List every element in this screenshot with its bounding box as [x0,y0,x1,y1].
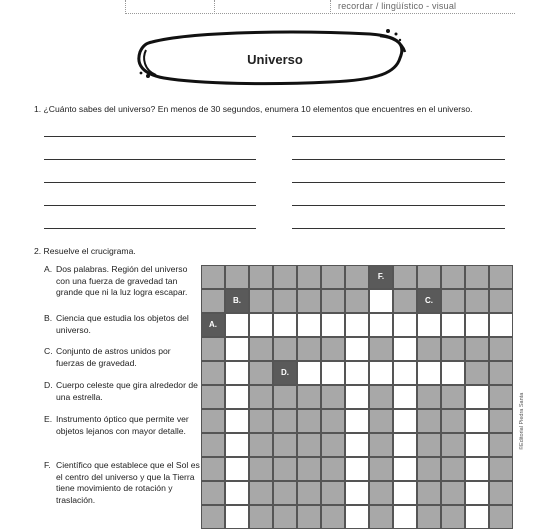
answer-cell[interactable] [393,337,417,361]
grid-label-cell [273,361,297,385]
blocked-cell [201,481,225,505]
clue-item [44,460,200,506]
blocked-cell [441,481,465,505]
answer-cell[interactable] [465,385,489,409]
answer-cell[interactable] [345,361,369,385]
blocked-cell [249,337,273,361]
blocked-cell [249,289,273,313]
blocked-cell [441,385,465,409]
header-dotted-line [125,13,515,14]
answer-cell[interactable] [441,313,465,337]
answer-cell[interactable] [465,433,489,457]
answer-cell[interactable] [345,385,369,409]
answer-cell[interactable] [225,457,249,481]
clue-item [44,414,200,437]
clue-text: Instrumento óptico que permite ver objetos lejanos con mayor detalle. [56,414,189,436]
blocked-cell [369,505,393,529]
blocked-cell [393,289,417,313]
answer-cell[interactable] [345,457,369,481]
blocked-cell [465,289,489,313]
clue-letter: F. [44,460,51,470]
answer-cell[interactable] [225,433,249,457]
blocked-cell [489,385,513,409]
answer-cell[interactable] [465,457,489,481]
answer-cell[interactable] [393,505,417,529]
answer-cell[interactable] [225,481,249,505]
blocked-cell [321,337,345,361]
header-bar [0,0,550,14]
blocked-cell [273,433,297,457]
clue-text: Cuerpo celeste que gira alrededor de una estrella. [56,380,198,402]
blocked-cell [249,385,273,409]
grid-label: A. [209,320,217,329]
blocked-cell [201,457,225,481]
blocked-cell [369,337,393,361]
blocked-cell [441,337,465,361]
answer-cell[interactable] [225,505,249,529]
answer-cell[interactable] [369,313,393,337]
clue-letter: E. [44,414,53,424]
blocked-cell [417,433,441,457]
blocked-cell [489,289,513,313]
blocked-cell [201,385,225,409]
blocked-cell [297,481,321,505]
answer-line[interactable] [292,136,505,137]
blocked-cell [201,361,225,385]
blocked-cell [297,265,321,289]
answer-cell[interactable] [297,361,321,385]
blocked-cell [201,337,225,361]
blocked-cell [249,457,273,481]
clue-item [44,313,200,336]
answer-cell[interactable] [465,313,489,337]
grid-label: C. [425,296,433,305]
blocked-cell [321,385,345,409]
answer-line[interactable] [292,205,505,206]
answer-line[interactable] [44,205,256,206]
answer-cell[interactable] [465,505,489,529]
blocked-cell [297,433,321,457]
clue-letter: D. [44,380,53,390]
blocked-cell [249,409,273,433]
answer-cell[interactable] [321,313,345,337]
clue-text: Conjunto de astros unidos por fuerzas de gravedad. [56,346,171,368]
answer-cell[interactable] [345,337,369,361]
answer-cell[interactable] [345,481,369,505]
blocked-cell [489,457,513,481]
grid-label-cell [417,289,441,313]
grid-label: F. [377,272,385,281]
blocked-cell [345,289,369,313]
answer-cell[interactable] [249,313,273,337]
blocked-cell [441,433,465,457]
blocked-cell [273,265,297,289]
answer-cell[interactable] [225,409,249,433]
blocked-cell [465,265,489,289]
blocked-cell [489,361,513,385]
answer-cell[interactable] [273,313,297,337]
header-divider [214,0,215,12]
footer-credit: ©Editorial Piedra Santa [519,392,525,450]
blocked-cell [489,433,513,457]
blocked-cell [489,265,513,289]
answer-cell[interactable] [393,361,417,385]
answer-cell[interactable] [225,361,249,385]
question-1: 1. ¿Cuánto sabes del universo? En menos de 30 segundos, enumera 10 elementos que encuentres en el universo. [34,104,473,114]
blocked-cell [441,457,465,481]
header-subtitle: recordar / lingüístico - visual [338,1,457,11]
blocked-cell [201,409,225,433]
blocked-cell [321,505,345,529]
blocked-cell [273,337,297,361]
blocked-cell [465,361,489,385]
blocked-cell [321,409,345,433]
blocked-cell [297,457,321,481]
answer-cell[interactable] [441,361,465,385]
blocked-cell [369,457,393,481]
blocked-cell [297,337,321,361]
blocked-cell [321,265,345,289]
blocked-cell [369,409,393,433]
grid-label: B. [233,296,241,305]
answer-cell[interactable] [393,481,417,505]
blocked-cell [441,505,465,529]
answer-line[interactable] [44,136,256,137]
blocked-cell [441,265,465,289]
grid-label: D. [281,368,289,377]
blocked-cell [297,385,321,409]
blocked-cell [369,385,393,409]
blocked-cell [489,409,513,433]
blocked-cell [249,505,273,529]
blocked-cell [321,433,345,457]
header-divider [330,0,331,12]
blocked-cell [225,265,249,289]
answer-cell[interactable] [489,313,513,337]
answer-cell[interactable] [369,289,393,313]
blocked-cell [369,433,393,457]
answer-cell[interactable] [465,409,489,433]
answer-cell[interactable] [393,385,417,409]
blocked-cell [345,265,369,289]
answer-cell[interactable] [225,313,249,337]
answer-cell[interactable] [417,361,441,385]
grid-label-cell [225,289,249,313]
blocked-cell [321,481,345,505]
clue-text: Científico que establece que el Sol es el centro del universo y que la Tierra tiene movimiento de rotación y traslación. [56,460,200,505]
answer-cell[interactable] [393,409,417,433]
grid-label-cell [201,313,225,337]
blocked-cell [321,457,345,481]
clue-letter: A. [44,264,53,274]
blocked-cell [273,409,297,433]
answer-cell[interactable] [393,457,417,481]
clue-item [44,264,200,299]
answer-cell[interactable] [345,409,369,433]
clue-letter: B. [44,313,53,323]
blocked-cell [417,265,441,289]
answer-line[interactable] [44,228,256,229]
clue-letter: C. [44,346,53,356]
answer-cell[interactable] [321,361,345,385]
blocked-cell [369,481,393,505]
blocked-cell [297,409,321,433]
blocked-cell [417,409,441,433]
answer-cell[interactable] [417,313,441,337]
blocked-cell [201,433,225,457]
blocked-cell [273,289,297,313]
blocked-cell [273,385,297,409]
page-title: Universo [247,52,303,67]
blocked-cell [465,337,489,361]
clue-item [44,346,200,369]
title-banner [130,28,420,88]
blocked-cell [249,481,273,505]
answer-cell[interactable] [345,433,369,457]
blocked-cell [417,505,441,529]
blocked-cell [273,481,297,505]
clue-text: Dos palabras. Región del universo con una fuerza de gravedad tan grande que ni la luz logra escapar. [56,264,188,297]
blocked-cell [489,481,513,505]
blocked-cell [249,361,273,385]
blocked-cell [297,289,321,313]
blocked-cell [273,505,297,529]
answer-line[interactable] [44,182,256,183]
answer-cell[interactable] [225,385,249,409]
clue-text: Ciencia que estudia los objetos del universo. [56,313,189,335]
blocked-cell [489,337,513,361]
blocked-cell [489,505,513,529]
grid-label-cell [369,265,393,289]
question-2: 2. Resuelve el crucigrama. [34,246,136,256]
blocked-cell [417,481,441,505]
answer-line[interactable] [292,182,505,183]
answer-cell[interactable] [465,481,489,505]
answer-cell[interactable] [393,313,417,337]
blocked-cell [321,289,345,313]
answer-cell[interactable] [297,313,321,337]
answer-line[interactable] [44,159,256,160]
blocked-cell [201,265,225,289]
answer-cell[interactable] [345,505,369,529]
answer-line[interactable] [292,159,505,160]
answer-line[interactable] [292,228,505,229]
blocked-cell [249,265,273,289]
blocked-cell [393,265,417,289]
blocked-cell [273,457,297,481]
blocked-cell [249,433,273,457]
blocked-cell [201,289,225,313]
answer-cell[interactable] [345,313,369,337]
answer-cell[interactable] [225,337,249,361]
blocked-cell [201,505,225,529]
blocked-cell [441,289,465,313]
blocked-cell [417,457,441,481]
clue-item [44,380,200,403]
blocked-cell [441,409,465,433]
blocked-cell [417,385,441,409]
answer-cell[interactable] [393,433,417,457]
header-divider [125,0,126,12]
blocked-cell [297,505,321,529]
blocked-cell [417,337,441,361]
answer-cell[interactable] [369,361,393,385]
